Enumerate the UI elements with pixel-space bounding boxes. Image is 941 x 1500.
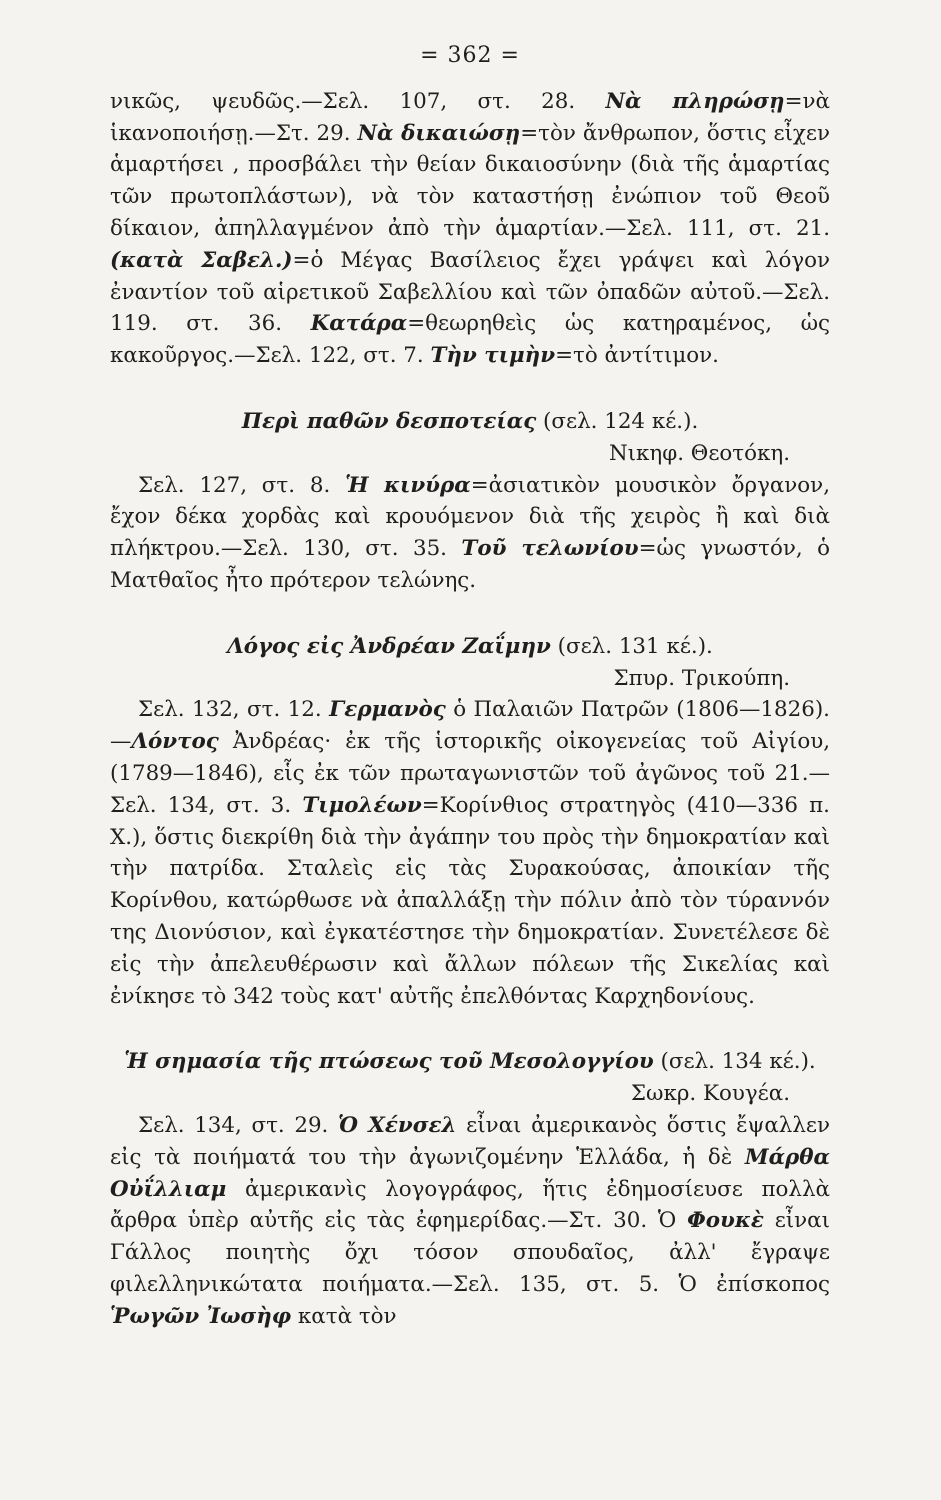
text: Σελ. 127, στ. 8. — [138, 472, 346, 498]
notes-paragraph-2 — [110, 470, 830, 597]
text: =ὡς γνωστόν, ὁ Ματθαῖος ἦτο πρότερον τελώνης. — [110, 536, 830, 593]
notes-paragraph-1 — [110, 86, 830, 372]
term: (κατὰ Σαβελ.) — [110, 247, 293, 273]
text: κατὰ τὸν — [291, 1303, 397, 1329]
text: Σελ. 132, στ. 12. — [138, 697, 330, 723]
text: εἶναι Γάλλος ποιητὴς ὄχι τόσον σπουδαῖος, ἀλλ' ἔγραψε φιλελληνικώτατα ποιήματα.—Σελ. 135, στ. 5. Ὁ ἐπίσκοπος — [110, 1208, 830, 1297]
text: ἀμερικανὶς λογογράφος, ἥτις ἐδημοσίευσε πολλὰ ἄρθρα ὑπὲρ αὐτῆς εἰς τὰς ἐφημερίδας.—Στ. 30. Ὁ — [110, 1176, 830, 1234]
section-title: Ἡ σημασία τῆς πτώσεως τοῦ Μεσολογγίου — [124, 1049, 654, 1075]
term: Νὰ δικαιώσῃ — [357, 120, 521, 146]
section-title: Λόγος εἰς Ἀνδρέαν Ζαΐμην — [227, 633, 551, 659]
text: =τὸν ἄνθρωπον, ὅστις εἶχεν ἁμαρτήσει , προσβάλει τὴν θείαν δικαιοσύνην (διὰ τῆς ἁμαρτίας τῶν πρωτοπλάστων), νὰ τὸν καταστήσῃ ἐνώπιον τοῦ Θεοῦ δίκαιον, ἀπηλλαγμένον ἀπὸ τὴν ἁμαρτίαν.—Σελ. 111, στ. 21. — [110, 120, 830, 241]
term: Τὴν τιμὴν — [430, 343, 556, 369]
text: Σελ. 134, στ. 29. — [138, 1112, 338, 1138]
section-ref: (σελ. 134 κέ.). — [653, 1049, 816, 1075]
term: Ὁ Χένσελ — [338, 1112, 457, 1138]
text: Ἀνδρέας· ἐκ τῆς ἱστορικῆς οἰκογενείας τοῦ Αἰγίου, (1789—1846), εἷς ἐκ τῶν πρωταγωνιστῶν τοῦ ἀγῶνος τοῦ 21.—Σελ. 134, στ. 3. — [110, 729, 830, 818]
notes-paragraph-4 — [110, 1110, 830, 1333]
text: =τὸ ἀντίτιμον. — [555, 343, 719, 369]
term: Τιμολέων — [302, 792, 422, 818]
text: εἶναι ἀμερικανὸς ὅστις ἔψαλλεν εἰς τὰ ποιήματά του τὴν ἀγωνιζομένην Ἑλλάδα, ἡ δὲ — [110, 1112, 830, 1170]
notes-paragraph-3 — [110, 694, 830, 1012]
section-author: Σπυρ. Τρικούπη. — [613, 665, 790, 691]
section-heading — [110, 406, 830, 438]
text: ὁ Παλαιῶν Πατρῶν (1806—1826).— — [110, 697, 830, 755]
term: Φουκὲ — [687, 1208, 764, 1234]
section-ref: (σελ. 131 κέ.). — [550, 633, 713, 659]
section-ref: (σελ. 124 κέ.). — [536, 408, 699, 434]
text: =ἀσιατικὸν μουσικὸν ὄργανον, ἔχον δέκα χορδὰς καὶ κρουόμενον διὰ τῆς χειρὸς ἢ καὶ διὰ πλήκτρου.—Σελ. 130, στ. 35. — [110, 472, 830, 562]
page-number: = 362 = — [420, 43, 520, 68]
section-author: Σωκρ. Κουγέα. — [630, 1081, 790, 1107]
text: νικῶς, ψευδῶς.—Σελ. 107, στ. 28. — [110, 88, 606, 114]
text: =ὁ Μέγας Βασίλειος ἔχει γράψει καὶ λόγον ἐναντίον τοῦ αἱρετικοῦ Σαβελλίου καὶ τῶν ὀπαδῶν αὐτοῦ.—Σελ. 119. στ. 36. — [110, 247, 830, 337]
term: Ἡ κινύρα — [345, 472, 471, 498]
text: =θεωρηθεὶς ὡς κατηραμένος, ὡς κακοῦργος.—Σελ. 122, στ. 7. — [110, 311, 831, 369]
term: Νὰ πληρώσῃ — [605, 88, 785, 114]
section-author: Νικηφ. Θεοτόκη. — [608, 440, 790, 466]
page — [110, 40, 830, 1332]
term: Μάρθα Οὐΐλλιαμ — [110, 1144, 830, 1202]
term: Ῥωγῶν Ἰωσὴφ — [110, 1303, 292, 1329]
text: =νὰ ἱκανοποιήσῃ.—Στ. 29. — [110, 88, 830, 146]
section-heading — [110, 1046, 830, 1078]
text: =Κορίνθιος στρατηγὸς (410—336 π. Χ.), ὅστις διεκρίθη διὰ τὴν ἀγάπην του πρὸς τὴν δημοκρατίαν καὶ τὴν πατρίδα. Σταλεὶς εἰς τὰς Συρακούσας, ἀποικίαν τῆς Κορίνθου, κατώρθωσε νὰ ἀπαλλάξῃ τὴν πόλιν ἀπὸ τὸν τύραννόν της Διονύσιον, καὶ ἐγκατέστησε τὴν δημοκρατίαν. Συνετέλεσε δὲ εἰς τὴν ἀπελευθέρωσιν καὶ ἄλλων πόλεων τῆς Σικελίας καὶ ἐνίκησε τὸ 342 τοὺς κατ' αὐτῆς ἐπελθόντας Καρχηδονίους. — [110, 792, 830, 1009]
section-title: Περὶ παθῶν δεσποτείας — [241, 408, 537, 434]
term: Γερμανὸς — [329, 697, 446, 723]
term: Λόντος — [131, 729, 219, 755]
term: Κατάρα — [310, 311, 408, 337]
section-heading — [110, 631, 830, 663]
term: Τοῦ τελωνίου — [461, 536, 639, 562]
